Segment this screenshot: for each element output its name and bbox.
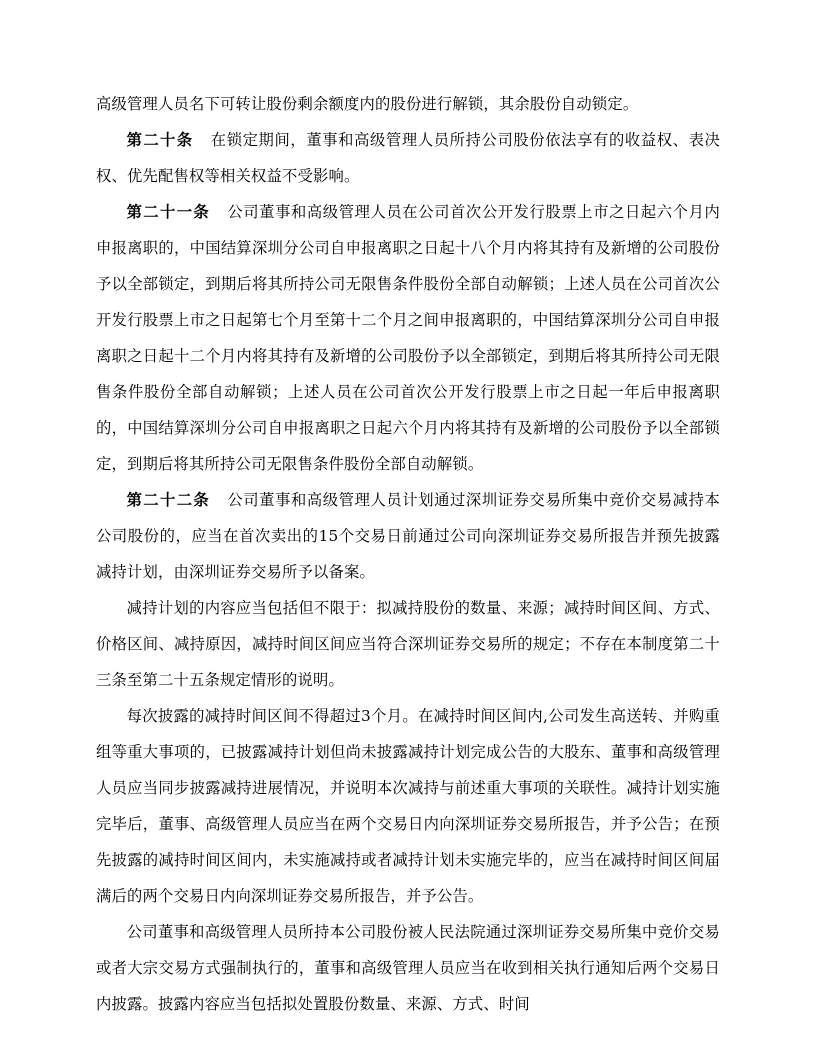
paragraph-text: 公司董事和高级管理人员所持本公司股份被人民法院通过深圳证券交易所集中竞价交易或者大宗交易方式强制执行的，董事和高级管理人员应当在收到相关执行通知后两个交易日内披露。披露内容应当包括拟处置股份数量、来源、方式、时间 xyxy=(96,923,720,1013)
paragraph-continued xyxy=(96,86,720,122)
paragraph-text: 高级管理人员名下可转让股份剩余额度内的股份进行解锁，其余股份自动锁定。 xyxy=(96,95,639,113)
article-label: 第二十一条 xyxy=(126,203,211,221)
paragraph-text: 减持计划的内容应当包括但不限于：拟减持股份的数量、来源；减持时间区间、方式、价格区间、减持原因，减持时间区间应当符合深圳证券交易所的规定；不存在本制度第二十三条至第二十五条规定情形的说明。 xyxy=(96,599,720,689)
paragraph-court-enforcement xyxy=(96,914,720,1022)
paragraph-text: 每次披露的减持时间区间不得超过3个月。在减持时间区间内,公司发生高送转、并购重组等重大事项的，已披露减持计划但尚未披露减持计划完成公告的大股东、董事和高级管理人员应当同步披露减持进展情况，并说明本次减持与前述重大事项的关联性。减持计划实施完毕后，董事、高级管理人员应当在两个交易日内向深圳证券交易所报告，并予公告；在预先披露的减持时间区间内，未实施减持或者减持计划未实施完毕的，应当在减持时间区间届满后的两个交易日内向深圳证券交易所报告，并予公告。 xyxy=(96,707,720,905)
article-label: 第二十条 xyxy=(126,131,194,149)
paragraph-article-22 xyxy=(96,482,720,590)
document-body xyxy=(96,86,720,1022)
paragraph-disclosure-interval xyxy=(96,698,720,914)
paragraph-article-21 xyxy=(96,194,720,482)
paragraph-text: 在锁定期间，董事和高级管理人员所持公司股份依法享有的收益权、表决权、优先配售权等相关权益不受影响。 xyxy=(96,131,720,185)
paragraph-text: 公司董事和高级管理人员在公司首次公开发行股票上市之日起六个月内申报离职的，中国结算深圳分公司自申报离职之日起十八个月内将其持有及新增的公司股份予以全部锁定，到期后将其所持公司无限售条件股份全部自动解锁；上述人员在公司首次公开发行股票上市之日起第七个月至第十二个月之间申报离职的，中国结算深圳分公司自申报离职之日起十二个月内将其持有及新增的公司股份予以全部锁定，到期后将其所持公司无限售条件股份全部自动解锁；上述人员在公司首次公开发行股票上市之日起一年后申报离职的，中国结算深圳分公司自申报离职之日起六个月内将其持有及新增的公司股份予以全部锁定，到期后将其所持公司无限售条件股份全部自动解锁。 xyxy=(96,203,720,473)
paragraph-reduction-content xyxy=(96,590,720,698)
paragraph-text: 公司董事和高级管理人员计划通过深圳证券交易所集中竞价交易减持本公司股份的，应当在首次卖出的15个交易日前通过公司向深圳证券交易所报告并预先披露减持计划，由深圳证券交易所予以备案。 xyxy=(96,491,720,581)
article-label: 第二十二条 xyxy=(126,491,211,509)
paragraph-article-20 xyxy=(96,122,720,194)
